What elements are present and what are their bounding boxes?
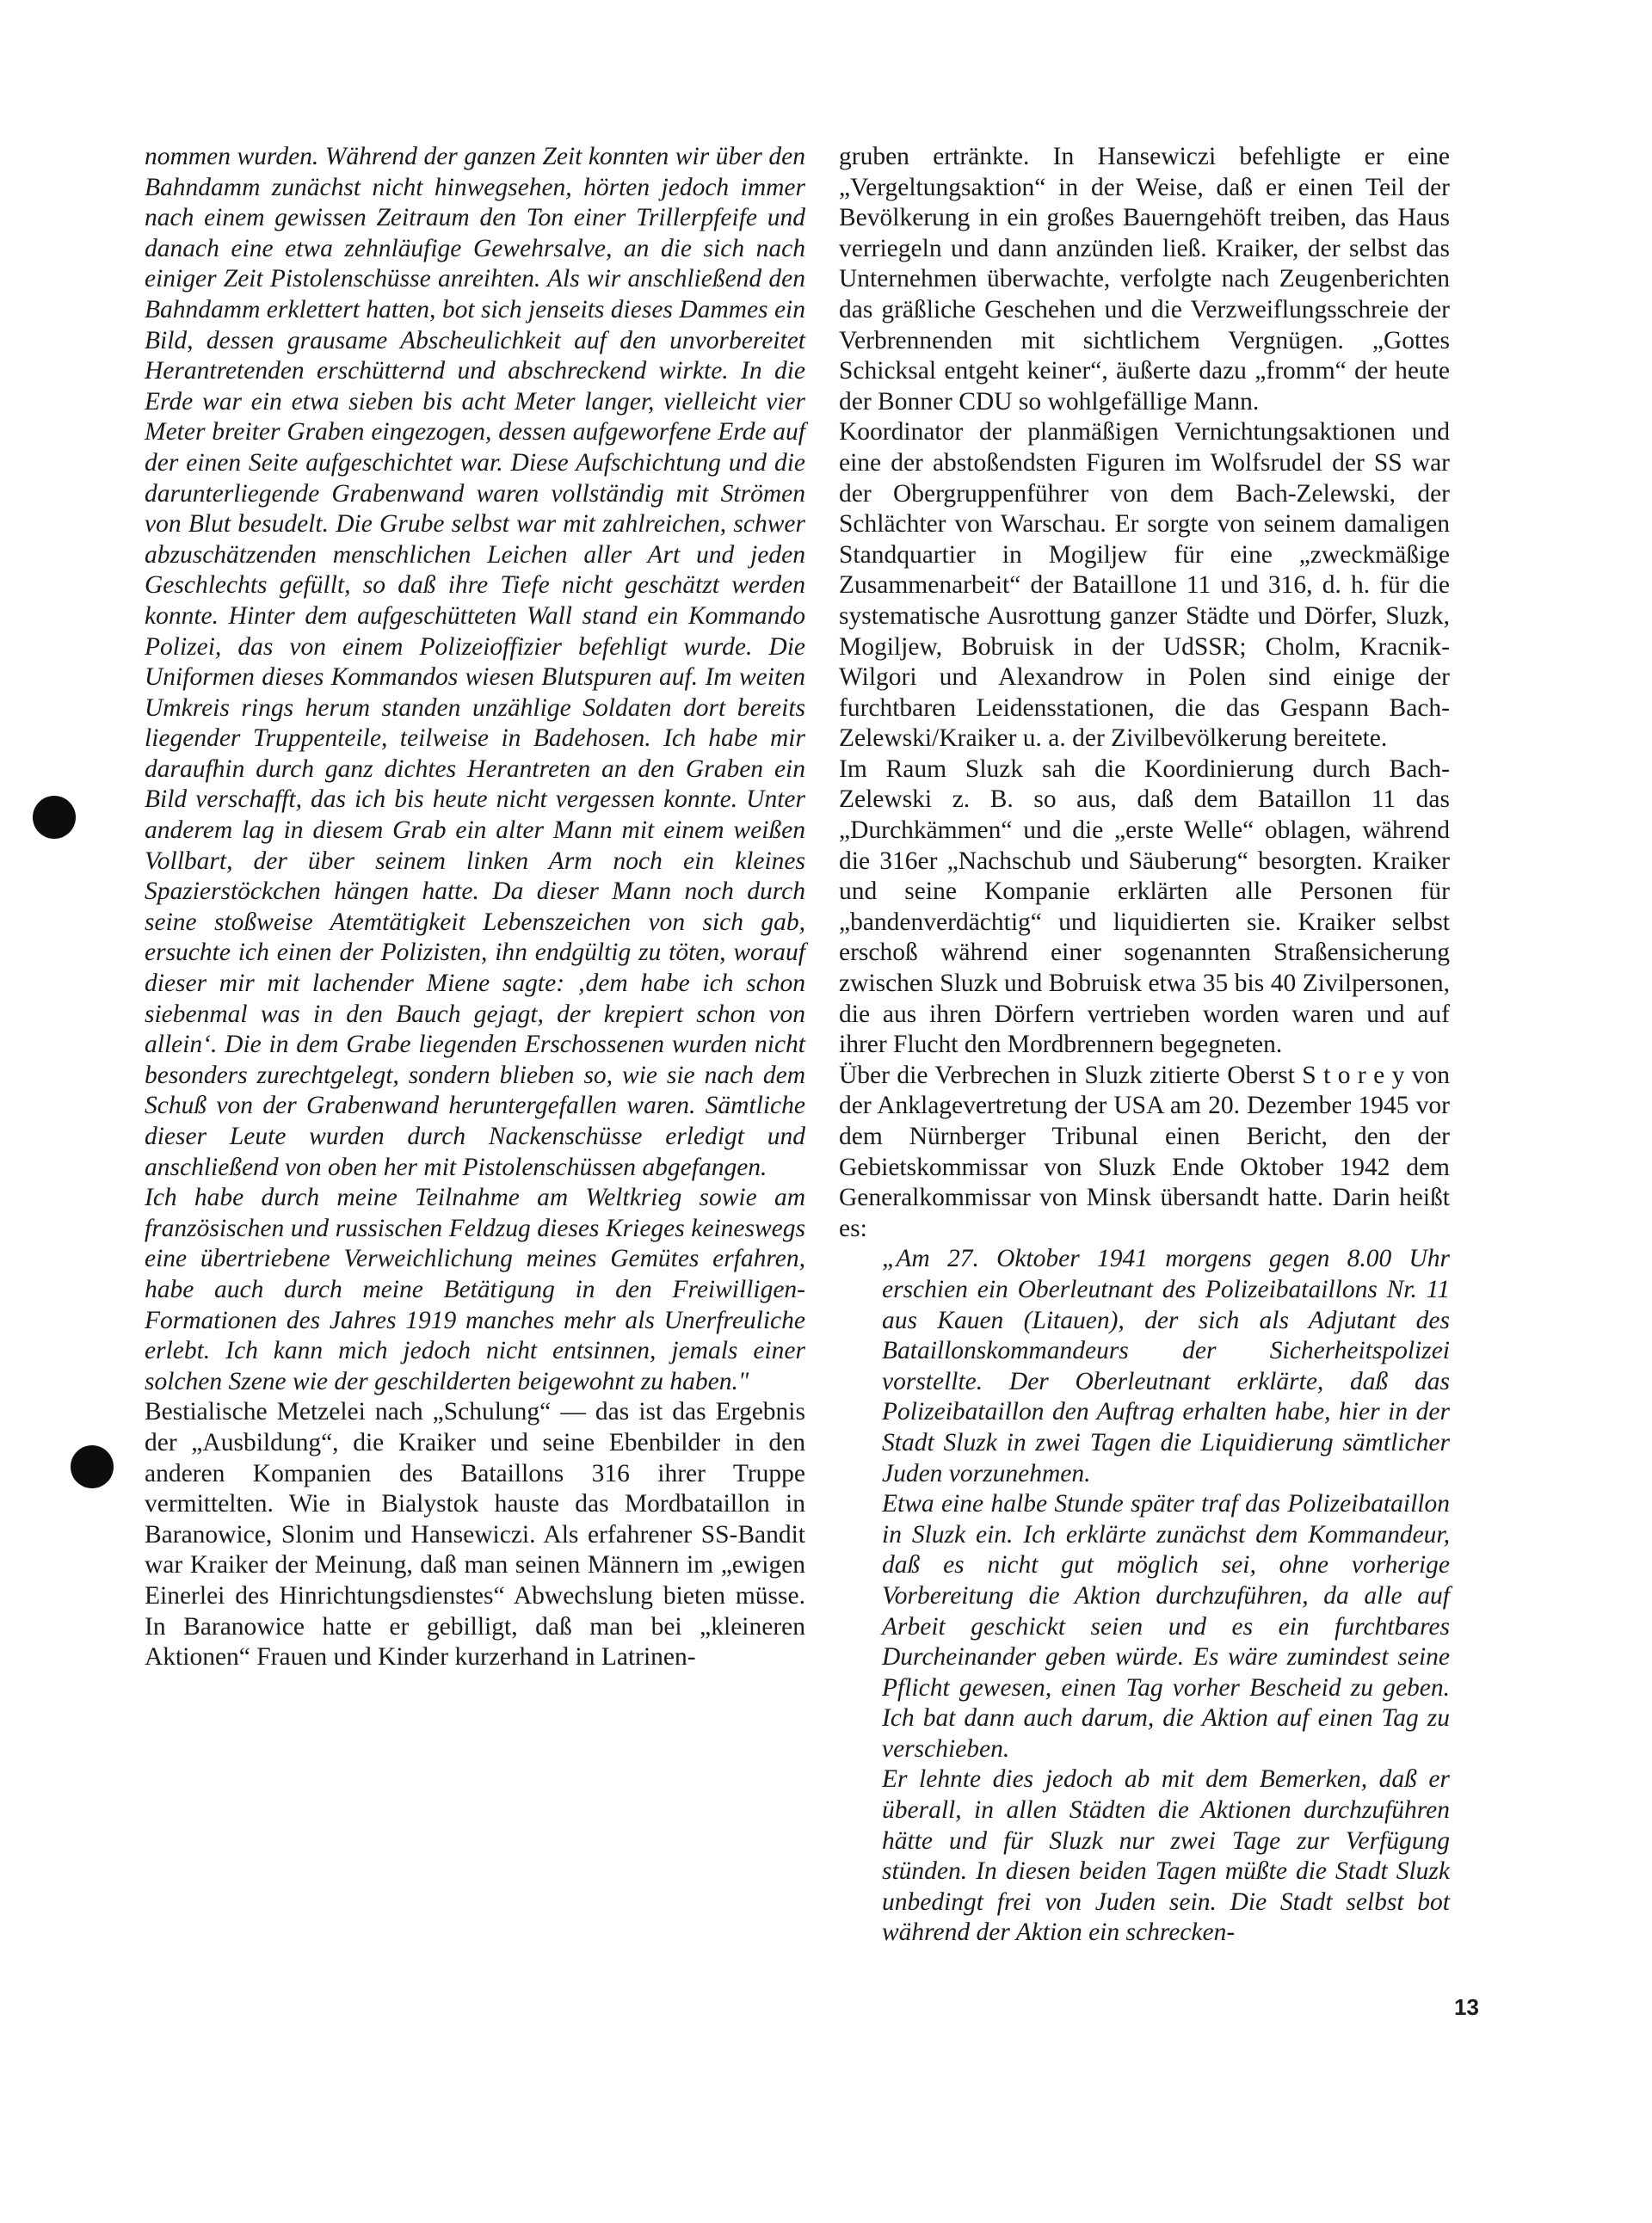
quote-paragraph: nommen wurden. Während der ganzen Zeit konnten wir über den Bahndamm zunächst nicht hinwegsehen, hörten jedoch immer nach einem gewissen Zeitraum den Ton einer Trillerpfeife und danach eine etwa zehnläufige Gewehrsalve, an die sich nach einiger Zeit Pistolenschüsse anreihten. Als wir anschließend den Bahndamm erklettert hatten, bot sich jenseits dieses Dammes ein Bild, dessen grausame Abscheulichkeit auf den unvorbereitet Herantretenden erschütternd und abschreckend wirkte. In die Erde war ein etwa sieben bis acht Meter langer, vielleicht vier Meter breiter Graben eingezogen, dessen aufgeworfene Erde auf der einen Seite aufgeschichtet war. Diese Aufschichtung und die darunterliegende Grabenwand waren vollständig mit Strömen von Blut besudelt. Die Grube selbst war mit zahlreichen, schwer abzuschätzenden menschlichen Leichen aller Art und jeden Geschlechts gefüllt, so daß ihre Tiefe nicht geschätzt werden konnte. Hinter dem aufgeschütteten Wall stand ein Kommando Polizei, das von einem Polizeioffizier befehligt wurde. Die Uniformen dieses Kommandos wiesen Blutspuren auf. Im weiten Umkreis rings herum standen unzählige Soldaten dort bereits liegender Truppenteile, teilweise in Badehosen. Ich habe mir daraufhin durch ganz dichtes Herantreten an den Graben ein Bild verschafft, das ich bis heute nicht vergessen konnte. Unter anderem lag in diesem Grab ein alter Mann mit einem weißen Vollbart, der über seinem linken Arm noch ein kleines Spazierstöckchen hängen hatte. Da dieser Mann noch durch seine stoßweise Atemtätigkeit Lebenszeichen von sich gab, ersuchte ich einen der Polizisten, ihn endgültig zu töten, worauf dieser mir mit lachender Miene sagte: ‚dem habe ich schon siebenmal was in den Bauch gejagt, der krepiert schon von allein‘. Die in dem Grabe liegenden Erschossenen wurden nicht besonders zurechtgelegt, sondern blieben so, wie sie nach dem Schuß von der Grabenwand heruntergefallen waren. Sämtliche dieser Leute wurden durch Nackenschüsse erledigt und anschließend von oben her mit Pistolenschüssen abgefangen. (145, 143, 805, 1181)
left-text-column (145, 142, 805, 1673)
quote-paragraph: „Am 27. Oktober 1941 morgens gegen 8.00 Uhr erschien ein Oberleutnant des Polizeibataillons Nr. 11 aus Kauen (Litauen), der sich als Adjutant des Bataillonskommandeurs der Sicherheitspolizei vorstellte. Der Oberleutnant erklärte, daß das Polizeibataillon den Auftrag erhalten habe, hier in der Stadt Sluzk in zwei Tagen die Liquidierung sämtlicher Juden vorzunehmen. (882, 1245, 1450, 1487)
body-paragraph: gruben ertränkte. In Hansewiczi befehligte er eine „Vergeltungsaktion“ in der Weise, daß er einen Teil der Bevölkerung in ein großes Bauerngehöft treiben, das Haus verriegeln und dann anzünden ließ. Kraiker, der selbst das Unternehmen überwachte, verfolgte nach Zeugenberichten das gräßliche Geschehen und die Verzweiflungsschreie der Verbrennenden mit sichtlichem Vergnügen. „Gottes Schicksal entgeht keiner“, äußerte dazu „fromm“ der heute der Bonner CDU so wohlgefällige Mann. (839, 143, 1450, 416)
body-paragraph: Bestialische Metzelei nach „Schulung“ — das ist das Ergebnis der „Ausbildung“, die Kraiker und seine Ebenbilder in den anderen Kompanien des Bataillons 316 ihrer Truppe vermittelten. Wie in Bialystok hauste das Mordbataillon in Baranowice, Slonim und Hansewiczi. Als erfahrener SS-Bandit war Kraiker der Meinung, daß man seinen Männern im „ewigen Einerlei des Hinrichtungsdienstes“ Abwechslung bieten müsse. In Baranowice hatte er gebilligt, daß man bei „kleineren Aktionen“ Frauen und Kinder kurzerhand in Latrinen- (145, 1398, 805, 1672)
punch-hole-top (33, 796, 76, 839)
quote-paragraph: Ich habe durch meine Teilnahme am Weltkrieg sowie am französischen und russischen Feldzug dieses Krieges keineswegs eine übertriebene Verweichlichung meines Gemütes erfahren, habe auch durch meine Betätigung in den Freiwilligen-Formationen des Jahres 1919 manches mehr als Unerfreuliche erlebt. Ich kann mich jedoch nicht entsinnen, jemals einer solchen Szene wie der geschilderten beigewohnt zu haben." (145, 1184, 805, 1395)
quote-paragraph: Etwa eine halbe Stunde später traf das Polizeibataillon in Sluzk ein. Ich erklärte zunächst dem Kommandeur, daß es nicht gut möglich sei, ohne vorherige Vorbereitung die Aktion durchzuführen, da alle auf Arbeit geschickt seien und es ein furchtbares Durcheinander geben würde. Es wäre zumindest seine Pflicht gewesen, einen Tag vorher Bescheid zu geben. Ich bat dann auch darum, die Aktion auf einen Tag zu verschieben. (882, 1490, 1450, 1763)
punch-hole-bottom (71, 1445, 114, 1488)
page-number: 13 (1454, 1994, 1479, 2020)
right-text-column (839, 142, 1450, 1949)
body-paragraph: Im Raum Sluzk sah die Koordinierung durch Bach-Zelewski z. B. so aus, daß dem Bataillon 11 das „Durchkämmen“ und die „erste Welle“ oblagen, während die 316er „Nachschub und Säuberung“ besorgten. Kraiker und seine Kompanie erklärten alle Personen für „bandenverdächtig“ und liquidierten sie. Kraiker selbst erschoß während einer sogenannten Straßensicherung zwischen Sluzk und Bobruisk etwa 35 bis 40 Zivilpersonen, die aus ihren Dörfern vertrieben worden waren und auf ihrer Flucht den Mordbrennern begegneten. (839, 754, 1450, 1059)
body-paragraph: Über die Verbrechen in Sluzk zitierte Oberst S t o r e y von der Anklagevertretung der USA am 20. Dezember 1945 vor dem Nürnberger Tribunal einen Bericht, den der Gebietskommissar von Sluzk Ende Oktober 1942 dem Generalkommissar von Minsk übersandt hatte. Darin heißt es: (839, 1061, 1450, 1242)
body-paragraph: Koordinator der planmäßigen Vernichtungsaktionen und eine der abstoßendsten Figuren im Wolfsrudel der SS war der Obergruppenführer von dem Bach-Zelewski, der Schlächter von Warschau. Er sorgte von seinem damaligen Standquartier in Mogiljew für eine „zweckmäßige Zusammenarbeit“ der Bataillone 11 und 316, d. h. für die systematische Ausrottung ganzer Städte und Dörfer, Sluzk, Mogiljew, Bobruisk in der UdSSR; Cholm, Kracnik-Wilgori und Alexandrow in Polen sind einige der furchtbaren Leidensstationen, die das Gespann Bach-Zelewski/Kraiker u. a. der Zivilbevölkerung bereitete. (839, 418, 1450, 753)
quote-paragraph: Er lehnte dies jedoch ab mit dem Bemerken, daß er überall, in allen Städten die Aktionen durchzuführen hätte und für Sluzk nur zwei Tage zur Verfügung stünden. In diesen beiden Tagen müßte die Stadt Sluzk unbedingt frei von Juden sein. Die Stadt selbst bot während der Aktion ein schrecken- (882, 1765, 1450, 1947)
